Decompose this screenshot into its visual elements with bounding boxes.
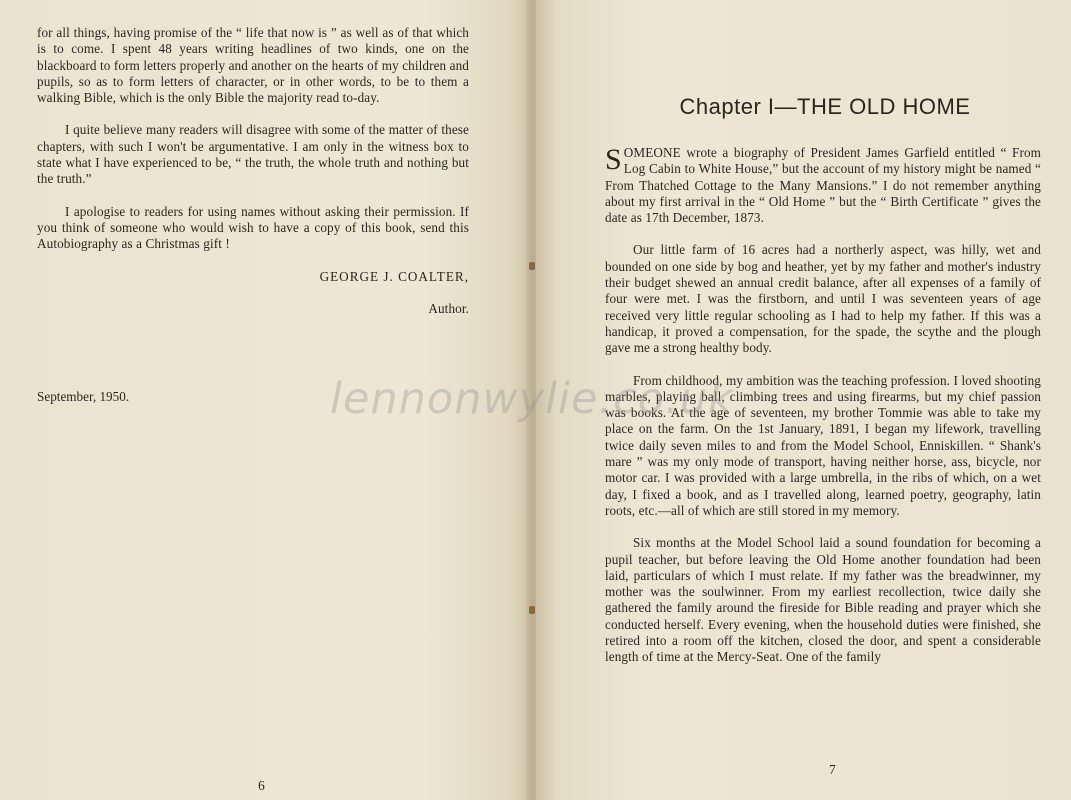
right-paragraph-1-text: OMEONE wrote a biography of President James Garfield entitled “ From Log Cabin to White House,” but the account of my history might be named “ From Thatched Cottage to the Many Mansions.” I do not remember anything about my first arrival in the “ Old Home ” but the “ Birth Certificate ” gives the date as 17th December, 1873. xyxy=(605,145,1041,226)
right-paragraph-4: Six months at the Model School laid a sound foundation for becoming a pupil teacher, but before leaving the Old Home another foundation had been laid, particulars of which I must relate. If my father was the breadwinner, my mother was the soulwinner. From my earliest recollection, twice daily she gathered the family around the fireside for Bible reading and prayer which she conducted herself. Every evening, when the household duties were finished, she retired into a room off the kitchen, closed the door, and spent a considerable length of time at the Mercy-Seat. One of the family xyxy=(605,535,1041,665)
left-paragraph-2: I quite believe many readers will disagree with some of the matter of these chapters, with such I won't be argumentative. I am only in the witness box to state what I have experienced to be, “ the truth, the whole truth and nothing but the truth.” xyxy=(37,122,469,187)
chapter-title: Chapter I—THE OLD HOME xyxy=(679,94,971,119)
author-label: Author. xyxy=(428,300,469,316)
binding-staple xyxy=(529,262,535,270)
left-paragraph-3: I apologise to readers for using names without asking their permission. If you think of someone who would wish to have a copy of this book, send this Autobiography as a Christmas gift ! xyxy=(37,203,469,252)
right-paragraph-1 xyxy=(605,145,1041,226)
left-page-body xyxy=(37,25,469,333)
page-number-left: 6 xyxy=(258,778,265,793)
page-number-right: 7 xyxy=(829,762,836,777)
left-paragraph-1: for all things, having promise of the “ life that now is ” as well as of that which is to come. I spent 48 years writing headlines of two kinds, one on the blackboard to form letters properly and another on the hearts of my children and pupils, so as to form letters of character, or in other words, to be to them a walking Bible, which is the only Bible the majority read to-day. xyxy=(37,25,469,106)
date-line: September, 1950. xyxy=(37,389,130,404)
drop-cap: S xyxy=(605,143,622,176)
right-paragraph-2: Our little farm of 16 acres had a northerly aspect, was hilly, wet and bounded on one side by bog and heather, yet by my father and mother's industry their budget shewed an annual credit balance, after all expenses of a family of four were met. I was the firstborn, and until I was seventeen years of age received very little regular schooling as I had to help my father. If this was a handicap, it proved a compensation, for the spade, the scythe and the plough gave me a strong healthy body. xyxy=(605,242,1041,356)
right-paragraph-3: From childhood, my ambition was the teaching profession. I loved shooting marbles, playing ball, climbing trees and using firearms, but my chief passion was books. At the age of seventeen, my brother Tommie was able to take my place on the farm. On the 1st January, 1891, I began my lifework, travelling twice daily seven miles to and from the Model School, Enniskillen. “ Shank's mare ” was my only mode of transport, having neither horse, ass, bicycle, nor motor car. I was provided with a large umbrella, in the ribs of which, on a wet day, I fixed a book, and as I travelled along, learned poetry, geography, latin roots, etc.—all of which are still stored in my memory. xyxy=(605,372,1041,518)
watermark: lennonwylie.co.uk xyxy=(330,374,734,424)
binding-staple xyxy=(529,606,535,614)
author-signature: GEORGE J. COALTER, xyxy=(319,268,469,284)
